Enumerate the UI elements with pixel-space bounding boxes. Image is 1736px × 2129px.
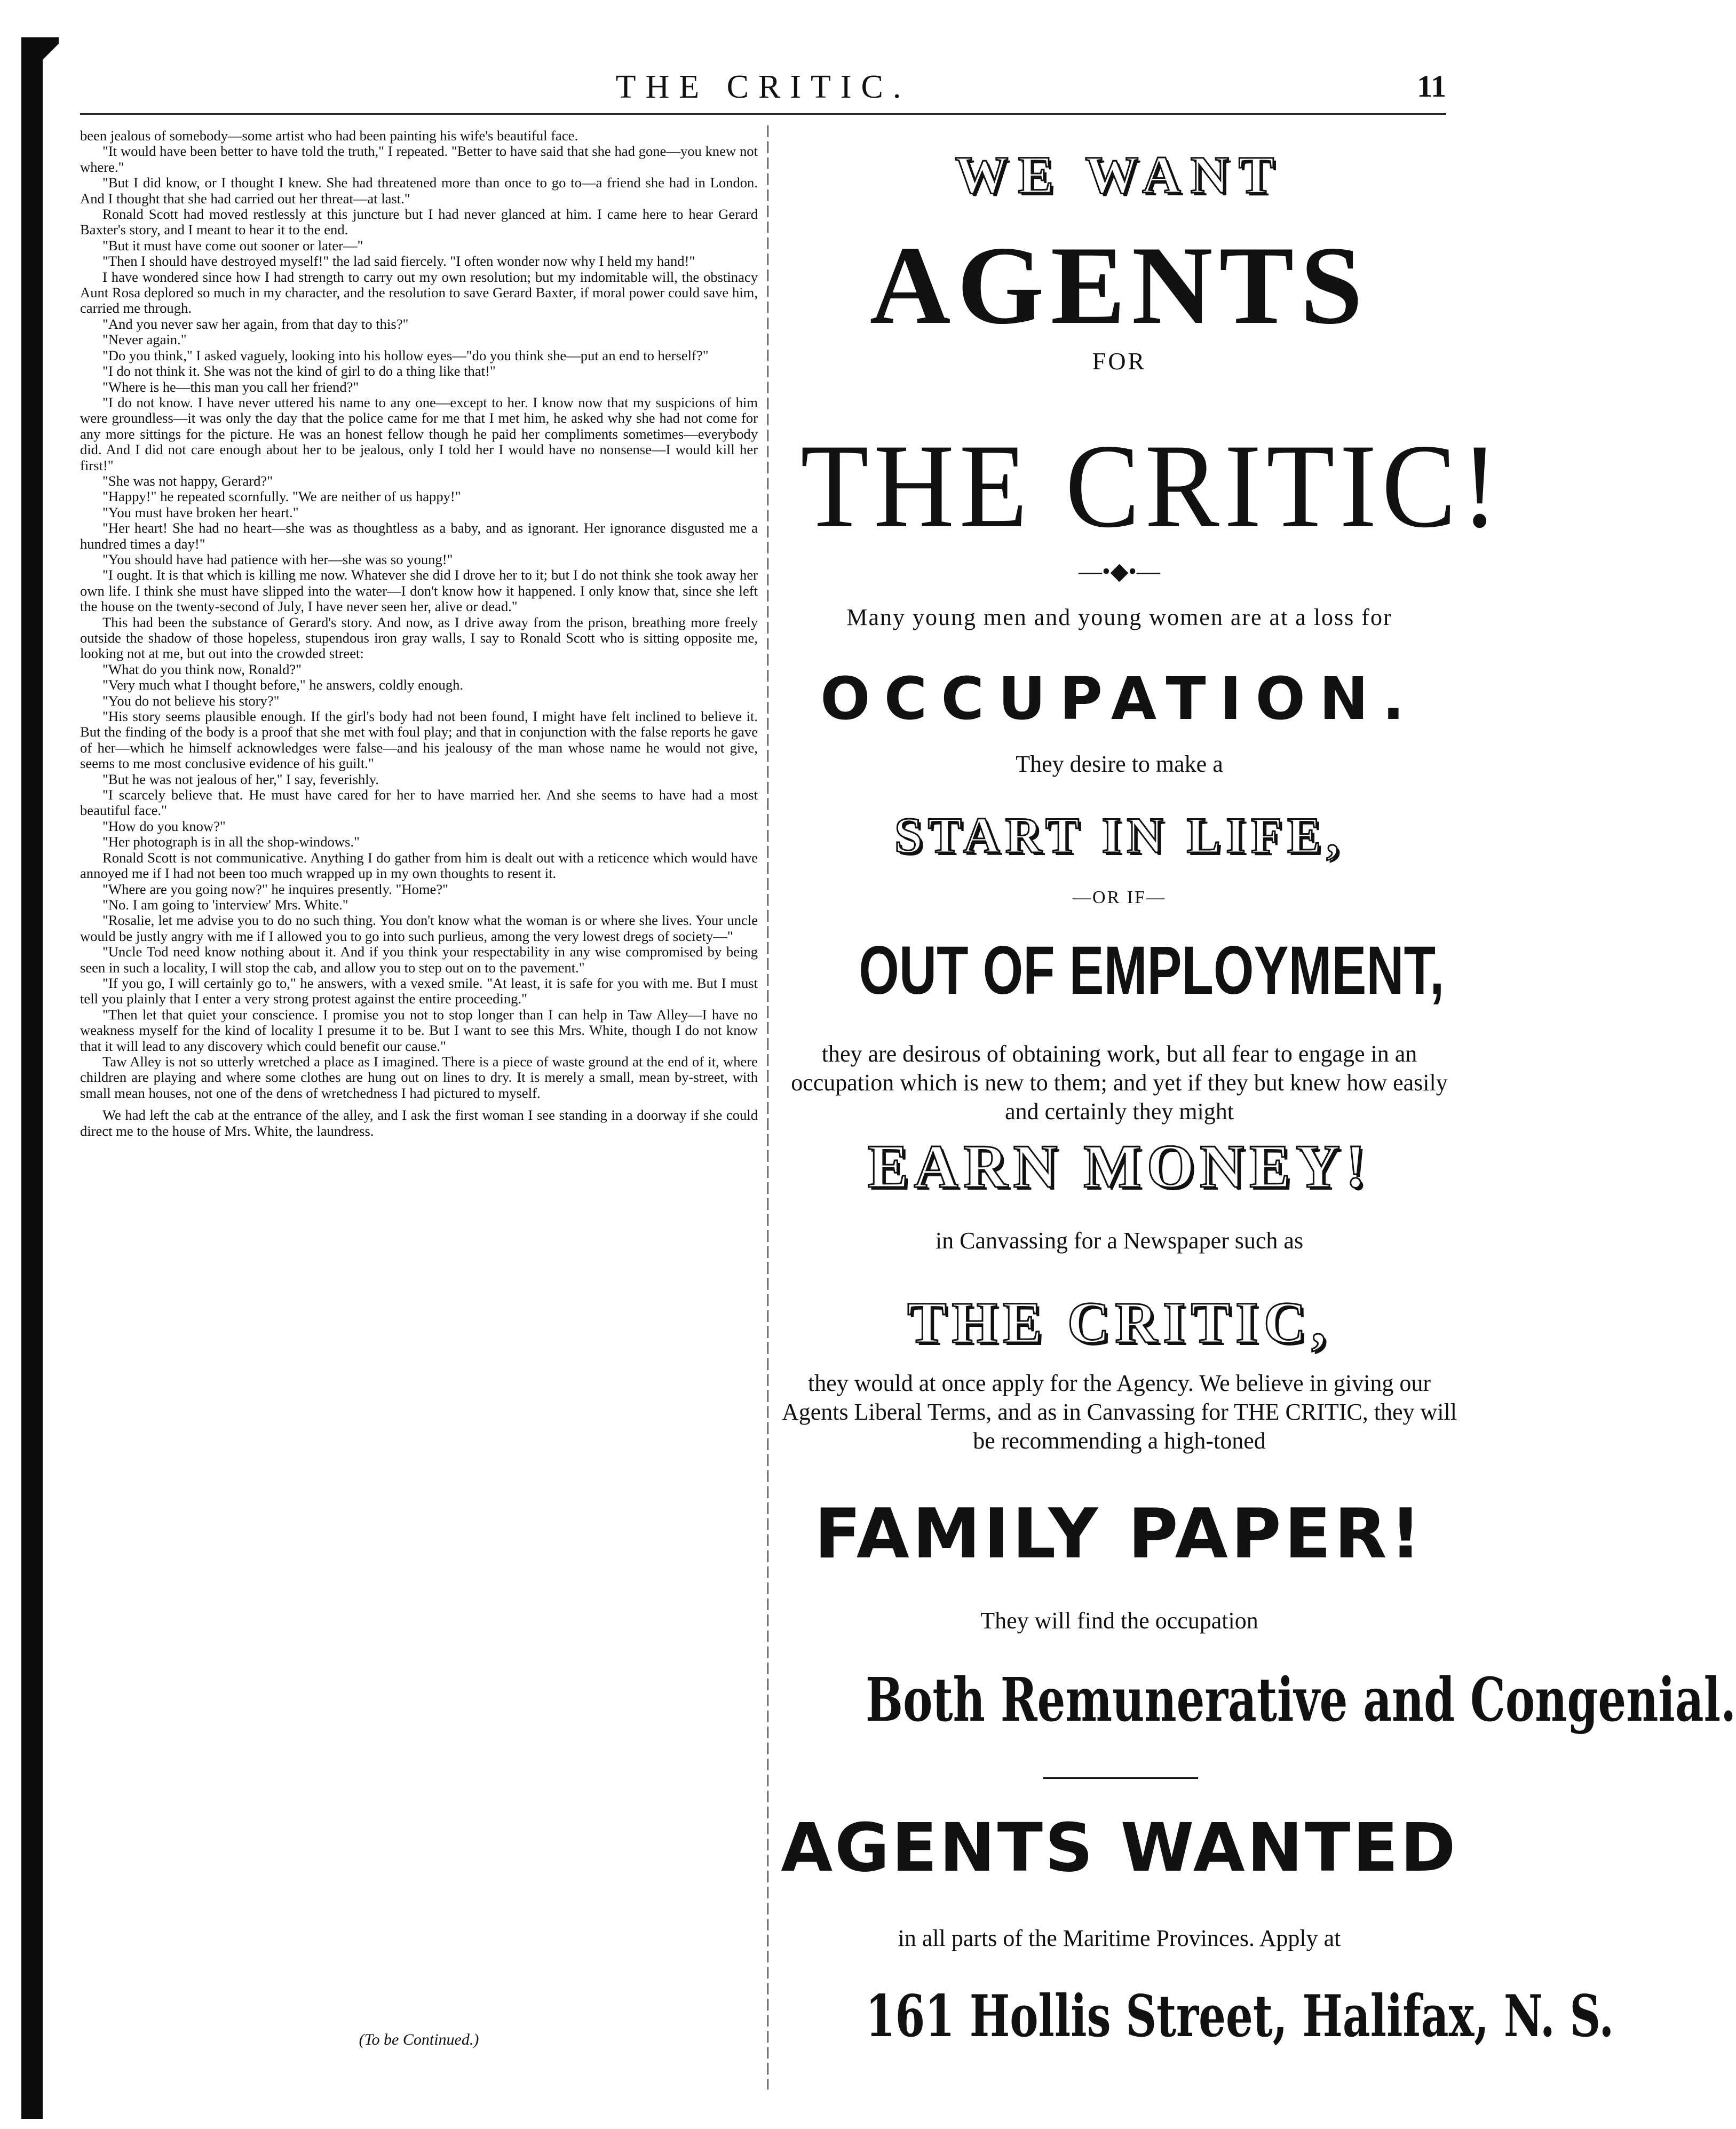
story-paragraph: "But it must have come out sooner or later—"	[102, 237, 363, 254]
ad-will-find: They will find the occupation	[980, 1608, 1258, 1634]
story-paragraph: "Where are you going now?" he inquires presently. "Home?"	[102, 881, 448, 897]
ad-the-critic: THE CRITIC!	[800, 419, 1503, 552]
story-paragraph: "I scarcely believe that. He must have cared for her to have married her. And she seems to have had a most beautiful face."	[80, 787, 758, 819]
ad-both-remunerative: Both Remunerative and Congenial.	[866, 1665, 1736, 1735]
ad-family-paper: FAMILY PAPER!	[814, 1494, 1424, 1574]
story-paragraph: Ronald Scott had moved restlessly at this juncture but I had never glanced at him. I came here to hear Gerard Baxter's story, and I meant to hear it to the end.	[80, 206, 758, 238]
ad-address: 161 Hollis Street, Halifax, N. S.	[866, 1983, 1614, 2050]
ad-out-of-employment: OUT OF EMPLOYMENT,	[859, 932, 1445, 1009]
page-number: 11	[1417, 69, 1446, 104]
newspaper-title: THE CRITIC.	[615, 69, 911, 105]
story-paragraph: "I do not know. I have never uttered his name to any one—except to her. I know now that my suspicions of him were groundless—it was only the day that the police came for me that I met him, he asked why she had not come for any more sittings for the picture. He was an honest fellow though he paid her compliments sometimes—everybody did. And I did not care enough about her to be jealous, only I told her I would have no nonsense—I would kill her first!"	[80, 394, 758, 473]
story-paragraph: "Do you think," I asked vaguely, looking into his hollow eyes—"do you think she—put an end to herself?"	[102, 347, 709, 363]
ad-agents: AGENTS	[869, 224, 1369, 347]
story-paragraph: "His story seems plausible enough. If the girl's body had not been found, I might have felt inclined to believe it. But the finding of the body is a proof that she met with foul play; and that in conjunction with the false reports he gave of her—which he himself acknowledges were false—and his jealousy of the man whose name he would not give, seems to me most conclusive evidence of his guilt."	[80, 708, 758, 772]
story-paragraph: "Her photograph is in all the shop-windows."	[102, 834, 360, 850]
ad-ornament: —•◆•—	[1079, 558, 1160, 584]
ad-the-critic-ornate: THE CRITIC,	[907, 1290, 1331, 1355]
ad-canvassing: in Canvassing for a Newspaper such as	[935, 1228, 1304, 1254]
story-paragraph: "Then let that quiet your conscience. I promise you not to stop longer than I can help in Taw Alley—I have no weakness myself for the kind of locality I presume it to be. But I want to see this Mrs. White, though I do not know that it will lead to any discovery which could benefit our cause."	[80, 1006, 758, 1054]
ad-would-apply: they would at once apply for the Agency. We believe in giving our Agents Liberal Terms, and as in Canvassing for THE CRITIC, they will be recommending a high-toned	[782, 1370, 1457, 1454]
story-paragraph: "But I did know, or I thought I knew. She had threatened more than once to go to—a friend she had in London. And I thought that she had carried out her threat—at last."	[80, 175, 758, 207]
story-paragraph: Taw Alley is not so utterly wretched a place as I imagined. There is a piece of waste ground at the end of it, where children are playing and where some clothes are hung out on lines to dry. It is merely a small, mean by-street, with small mean houses, not one of the dens of wretchedness I had pictured to myself.	[80, 1053, 758, 1101]
story-paragraph: "No. I am going to 'interview' Mrs. White."	[102, 896, 348, 913]
ad-in-all-parts: in all parts of the Maritime Provinces. Apply at	[898, 1925, 1341, 1951]
ad-we-want: WE WANT	[955, 145, 1284, 204]
header-rule	[80, 113, 1446, 115]
story-paragraph: "You must have broken her heart."	[102, 504, 299, 520]
ad-or-if: —OR IF—	[1073, 888, 1166, 907]
column-divider	[767, 125, 768, 2090]
story-paragraph: "Uncle Tod need know nothing about it. And if you think your respectability in any wise compromised by being seen in such a locality, I will stop the cab, and allow you to step out on to the pavement."	[80, 944, 758, 976]
story-paragraph: "I do not think it. She was not the kind of girl to do a thing like that!"	[102, 363, 496, 379]
advertisement	[776, 123, 1736, 2098]
story-paragraph: We had left the cab at the entrance of the alley, and I ask the first woman I see standing in a doorway if she could direct me to the house of Mrs. White, the laundress.	[80, 1107, 758, 1139]
story-paragraph: I have wondered since how I had strength to carry out my own resolution; but my indomitable will, the obstinacy Aunt Rosa deplored so much in my character, and the resolution to save Gerard Baxter, if moral power could save him, carried me through.	[80, 268, 758, 316]
story-paragraph: "I ought. It is that which is killing me now. Whatever she did I drove her to it; but I do not think she took away her own life. I think she must have slipped into the water—I don't know how it happened. I only know that, since she left the house on the twenty-second of July, I have never seen her, alive or dead."	[80, 567, 758, 615]
ad-for: FOR	[1092, 347, 1147, 375]
ad-short-rule	[1043, 1777, 1198, 1779]
page-header	[80, 64, 1446, 115]
ad-many-young: Many young men and young women are at a loss for	[846, 604, 1392, 630]
ad-occupation: OCCUPATION.	[820, 664, 1418, 733]
story-column	[80, 128, 758, 2023]
ad-agents-wanted: AGENTS WANTED	[781, 1809, 1458, 1887]
story-paragraph: "If you go, I will certainly go to," he answers, with a vexed smile. "At least, it is safe for you with me. But I must tell you plainly that I enter a very strong protest against the entire proceeding."	[80, 975, 758, 1007]
story-paragraph: "But he was not jealous of her," I say, feverishly.	[102, 771, 379, 787]
story-paragraph: "Rosalie, let me advise you to do no such thing. You don't know what the woman is or where she lives. Your uncle would be justly angry with me if I allowed you to go into such purlieus, among the very lowest dregs of society—"	[80, 912, 758, 944]
ad-desirous: they are desirous of obtaining work, but all fear to engage in an occupation which is new to them; and yet if they but knew how easily and certainly they might	[791, 1041, 1448, 1125]
story-paragraph: "Never again."	[102, 331, 187, 348]
story-paragraph: This had been the substance of Gerard's story. And now, as I drive away from the prison, breathing more freely outside the shadow of those hopeless, stupendous iron gray walls, I say to Ronald Scott who is sitting opposite me, looking not at me, but out into the crowded street:	[80, 614, 758, 662]
ad-start-in-life: START IN LIFE,	[894, 807, 1345, 864]
story-paragraph: "It would have been better to have told the truth," I repeated. "Better to have said that she had gone—you knew not where."	[80, 143, 758, 175]
binding-edge	[21, 37, 43, 2119]
story-paragraph: "Then I should have destroyed myself!" the lad said fiercely. "I often wonder now why I held my hand!"	[102, 253, 695, 270]
story-paragraph: Ronald Scott is not communicative. Anything I do gather from him is dealt out with a reticence which would have annoyed me if I had not been too much wrapped up in my own thoughts to resent it.	[80, 849, 758, 882]
binding-notch	[21, 37, 59, 96]
story-paragraph: "How do you know?"	[102, 818, 226, 834]
story-paragraph: "Very much what I thought before," he answers, coldly enough.	[102, 677, 464, 693]
story-paragraph: "What do you think now, Ronald?"	[102, 661, 302, 677]
story-paragraph: "And you never saw her again, from that day to this?"	[102, 315, 409, 332]
story-paragraph: "She was not happy, Gerard?"	[102, 472, 273, 489]
story-paragraph: "Her heart! She had no heart—she was as thoughtless as a baby, and as ignorant. Her ignorance disgusted me a hundred times a day!"	[80, 520, 758, 552]
story-paragraph: "Happy!" he repeated scornfully. "We are neither of us happy!"	[102, 488, 461, 505]
story-paragraph: "You should have had patience with her—she was so young!"	[102, 551, 453, 567]
story-paragraph: "You do not believe his story?"	[102, 692, 280, 709]
ad-desire: They desire to make a	[1016, 751, 1223, 777]
story-paragraph: been jealous of somebody—some artist who had been painting his wife's beautiful face.	[80, 128, 578, 144]
ad-earn-money: EARN MONEY!	[867, 1133, 1372, 1200]
to-be-continued: (To be Continued.)	[359, 2031, 479, 2048]
story-paragraph: "Where is he—this man you call her friend?"	[102, 378, 359, 395]
